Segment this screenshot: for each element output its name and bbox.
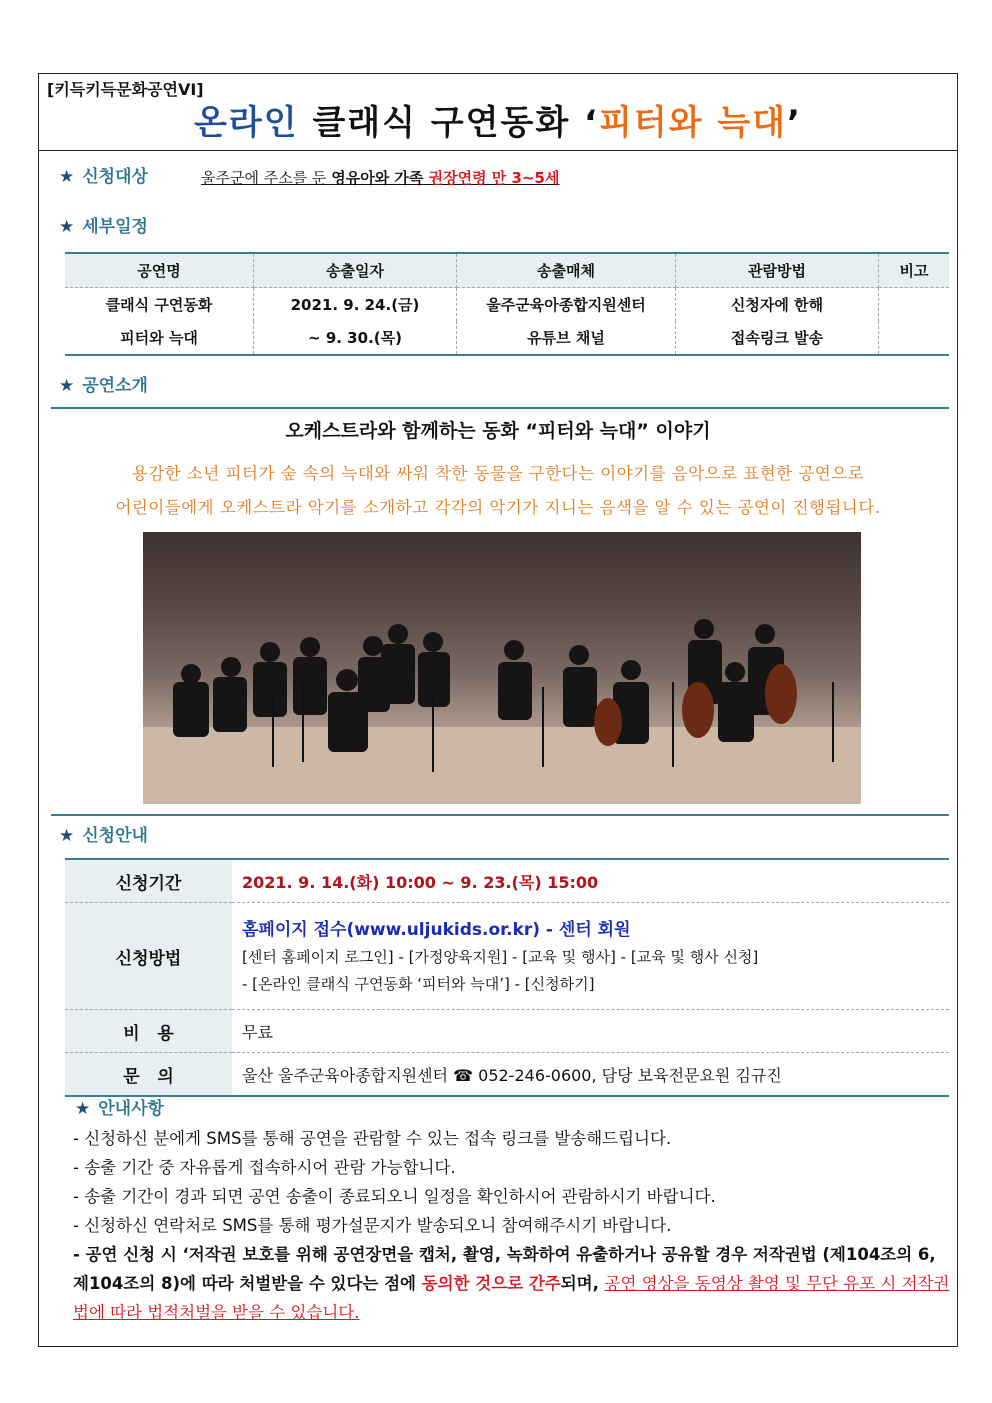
notice-consent: 동의한 것으로 간주: [421, 1274, 561, 1293]
period-label: 신청기간: [65, 859, 232, 903]
contact-rest: 052-246-0600, 담당 보육전문요원 김규진: [478, 1065, 782, 1085]
schedule-cell: 2021. 9. 24.(금): [254, 288, 457, 322]
notice-item: - 송출 기간 중 자유롭게 접속하시어 관람 가능합니다.: [73, 1158, 456, 1177]
page-title: [39, 100, 957, 146]
star-icon: ★: [59, 167, 75, 187]
schedule-cell: ~ 9. 30.(목): [254, 321, 457, 355]
notice-item: - 송출 기간이 경과 되면 공연 송출이 종료되오니 일정을 확인하시어 관람하시기 바랍니다.: [73, 1187, 716, 1206]
intro-line: 용감한 소년 피터가 숲 속의 늑대와 싸워 착한 동물을 구한다는 이야기를 음악으로 표현한 공연으로: [131, 464, 865, 483]
schedule-header: 관람방법: [676, 253, 879, 288]
notice-item: - 신청하신 연락처로 SMS를 통해 평가설문지가 발송되오니 참여해주시기 바랍니다.: [73, 1216, 672, 1235]
series-label: [키득키득문화공연VI]: [47, 80, 204, 99]
homepage-link[interactable]: 홈페이지 접수(www.uljukids.or.kr) - 센터 회원: [242, 919, 631, 940]
section-apply-title: 신청안내: [82, 826, 148, 846]
notice-copyright: [73, 1240, 953, 1327]
method-value: [232, 903, 949, 1010]
schedule-table: [65, 252, 949, 356]
method-path-2: - [온라인 클래식 구연동화 ‘피터와 늑대’] - [신청하기]: [242, 974, 595, 993]
target-part2: 영유아와 가족: [331, 169, 424, 187]
apply-row-contact: [65, 1053, 949, 1097]
document-frame: [38, 73, 958, 1347]
fee-value: 무료: [232, 1010, 949, 1053]
contact-value: [232, 1053, 949, 1097]
section-notice-title: 안내사항: [98, 1099, 164, 1119]
schedule-header: 송출매체: [457, 253, 676, 288]
intro-body: [53, 457, 943, 525]
header: [39, 74, 957, 151]
title-quote-close: ’: [787, 103, 802, 143]
divider: [51, 814, 949, 816]
divider: [51, 407, 949, 409]
orchestra-photo: [143, 532, 861, 804]
notice-item: - 신청하신 분에게 SMS를 통해 공연을 관람할 수 있는 접속 링크를 발송해드립니다.: [73, 1129, 672, 1148]
target-part1: 울주군에 주소를 둔: [201, 169, 332, 187]
schedule-cell: 피터와 늑대: [65, 321, 254, 355]
orchestra-photo-illustration: [143, 532, 861, 804]
section-schedule-title: 세부일정: [82, 217, 148, 237]
apply-row-period: [65, 859, 949, 903]
schedule-cell: 울주군육아종합지원센터: [457, 288, 676, 322]
title-online: 온라인: [194, 103, 299, 143]
schedule-header: 공연명: [65, 253, 254, 288]
title-classic: 클래식 구연동화: [312, 103, 571, 143]
schedule-row: [65, 288, 949, 322]
method-path-1: [센터 홈페이지 로그인] - [가정양육지원] - [교육 및 행사] - [교육 및 행사 신청]: [242, 947, 759, 966]
section-apply: [59, 821, 148, 846]
schedule-header-row: [65, 253, 949, 288]
apply-row-method: [65, 903, 949, 1010]
target-text: [201, 167, 559, 188]
section-intro: [59, 371, 148, 396]
star-icon: ★: [75, 1099, 91, 1119]
intro-line: 어린이들에게 오케스트라 악기를 소개하고 각각의 악기가 지니는 음색을 알 수 있는 공연이 진행됩니다.: [115, 498, 881, 517]
period-value: 2021. 9. 14.(화) 10:00 ~ 9. 23.(목) 15:00: [232, 859, 949, 903]
schedule-cell: 신청자에 한해: [676, 288, 879, 322]
star-icon: ★: [59, 217, 75, 237]
title-quote-open: ‘: [584, 103, 599, 143]
notice-copyright-part1: - 공연 신청 시 ‘저작권 보호를 위해 공연장면을 캡처, 촬영, 녹화하여 유출하거나 공유할 경우 저작권법 (제104조의 6, 제104조의 8)에 따라 처벌받을 수 있다는 점에: [73, 1245, 936, 1293]
section-schedule: [59, 212, 148, 237]
method-label: 신청방법: [65, 903, 232, 1010]
star-icon: ★: [59, 376, 75, 396]
fee-label: 비 용: [65, 1010, 232, 1053]
phone-icon: ☎: [453, 1065, 474, 1085]
schedule-cell: 클래식 구연동화: [65, 288, 254, 322]
section-intro-title: 공연소개: [82, 376, 148, 396]
schedule-cell: 접속링크 발송: [676, 321, 879, 355]
apply-table: [65, 858, 949, 1097]
schedule-header: 비고: [879, 253, 950, 288]
title-peter-wolf: 피터와 늑대: [598, 103, 788, 143]
contact-label: 문 의: [65, 1053, 232, 1097]
section-target-title: 신청대상: [82, 167, 148, 187]
contact-org: 울산 울주군육아종합지원센터: [242, 1065, 449, 1085]
section-target: [59, 162, 148, 187]
notice-copyright-part3: 되며,: [560, 1274, 605, 1293]
intro-heading: 오케스트라와 함께하는 동화 “피터와 늑대” 이야기: [285, 420, 711, 442]
star-icon: ★: [59, 826, 75, 846]
schedule-cell: [879, 321, 950, 355]
schedule-cell: [879, 288, 950, 322]
notice-penalty: 공연 영상을 동영상 촬영 및 무단 유포 시 저작권법에 따라 법적처벌을 받을 수 있습니다.: [73, 1274, 950, 1322]
section-notice: [75, 1094, 164, 1119]
apply-row-fee: [65, 1010, 949, 1053]
target-part3: 권장연령 만 3~5세: [423, 169, 560, 187]
notice-list: [73, 1124, 953, 1327]
schedule-header: 송출일자: [254, 253, 457, 288]
schedule-row: [65, 321, 949, 355]
schedule-cell: 유튜브 채널: [457, 321, 676, 355]
